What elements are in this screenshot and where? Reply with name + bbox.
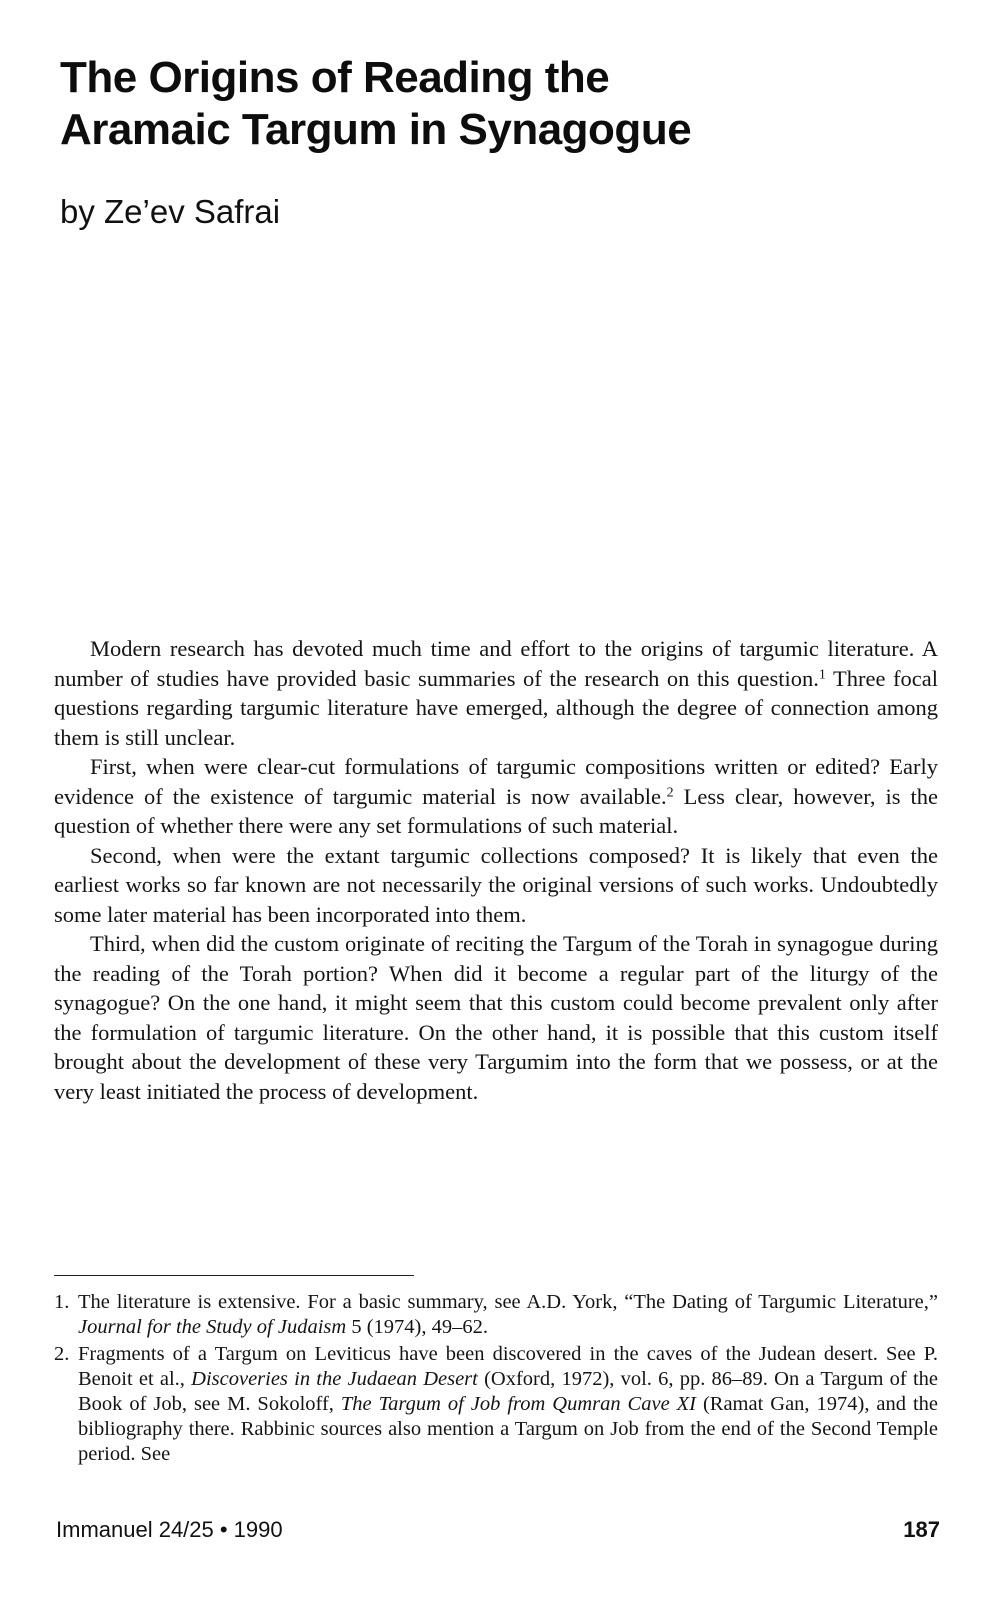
footnote-ref-1[interactable]: 1 — [818, 666, 826, 682]
footnote-1-number: 1. — [54, 1291, 70, 1313]
footnote-2-text-c: (Ramat Gan, 1974), and the bibliography there. Rabbinic sources also mention a Targum on Job from the end of the Second Temple period. See — [78, 1393, 938, 1465]
footnote-ref-2[interactable]: 2 — [666, 784, 674, 800]
footnotes — [54, 1290, 938, 1480]
footnote-1-text-a: The literature is extensive. For a basic summary, see A.D. York, “The Dating of Targumic Literature,” — [78, 1291, 938, 1313]
footnote-divider — [54, 1275, 414, 1276]
paragraph-3: Second, when were the extant targumic collections composed? It is likely that even the earliest works so far known are not necessarily the original versions of such works. Undoubtedly some later material has been incorporated into them. — [54, 842, 938, 927]
journal-footer: Immanuel 24/25 • 1990 — [56, 1517, 283, 1542]
paragraph-1 — [54, 634, 938, 752]
article-title — [60, 52, 920, 156]
page-number: 187 — [903, 1517, 940, 1542]
author-byline: by Ze’ev Safrai — [60, 193, 281, 230]
paragraph-2 — [54, 752, 938, 841]
article-body — [54, 634, 938, 1106]
footnote-1 — [54, 1290, 938, 1340]
footnote-2-number: 2. — [54, 1343, 70, 1365]
footnote-2-book-title-2: The Targum of Job from Qumran Cave XI — [340, 1393, 696, 1415]
paragraph-2-text-b: Less clear, however, is the question of whether there were any set formulations of such material. — [54, 783, 938, 838]
footnote-2-text-a: Fragments of a Targum on Leviticus have been discovered in the caves of the Judean desert. See P. Benoit et al., — [78, 1343, 938, 1390]
paragraph-4: Third, when did the custom originate of reciting the Targum of the Torah in synagogue during the reading of the Torah portion? When did it become a regular part of the liturgy of the synagogue? On the one hand, it might seem that this custom could become prevalent only after the formulation of targumic literature. On the other hand, it is possible that this custom itself brought about the development of these very Targumim into the form that we possess, or at the very least initiated the process of development. — [54, 931, 938, 1104]
article-title-line-2: Aramaic Targum in Synagogue — [60, 105, 692, 154]
paragraph-1-text-a: Modern research has devoted much time and effort to the origins of targumic literature. A number of studies have provided basic summaries of the research on this question. — [54, 636, 938, 691]
footnote-2-book-title-1: Discoveries in the Judaean Desert — [191, 1368, 478, 1390]
article-title-line-1: The Origins of Reading the — [60, 53, 610, 102]
paragraph-1-text-b: Three focal questions regarding targumic literature have emerged, although the degree of connection among them is still unclear. — [54, 665, 938, 750]
footnote-1-text-b: 5 (1974), 49–62. — [346, 1316, 488, 1338]
footnote-2 — [54, 1342, 938, 1467]
footnote-1-text — [78, 1290, 938, 1340]
paragraph-2-text-a: First, when were clear-cut formulations of targumic compositions written or edited? Early evidence of the existence of targumic material is now available. — [54, 754, 938, 809]
footnote-2-text-b: (Oxford, 1972), vol. 6, pp. 86–89. On a Targum of the Book of Job, see M. Sokoloff, — [78, 1368, 938, 1415]
footnote-2-text — [78, 1342, 938, 1467]
footnote-1-journal-title: Journal for the Study of Judaism — [78, 1316, 347, 1338]
